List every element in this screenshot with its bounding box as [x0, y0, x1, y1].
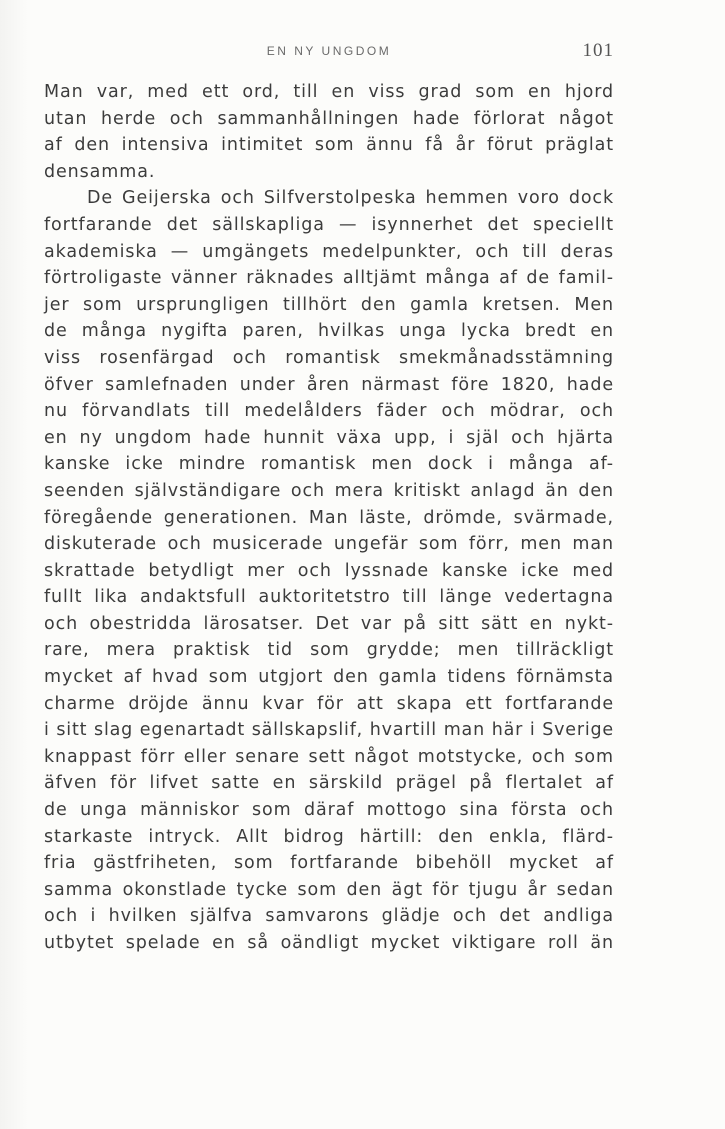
text-line: i sitt slag egenartadt sällskapslif, hvartill man här i Sverige [44, 720, 614, 741]
text-line: rare, mera praktisk tid som grydde; men tillräckligt [44, 640, 614, 661]
text-line: skrattade betydligt mer och lyssnade kanske icke med [44, 560, 614, 581]
text-line: fortfarande det sällskapliga — isynnerhet det speciellt [44, 214, 614, 235]
paragraph-start-line: De Geijerska och Silfverstolpeska hemmen voro dock [87, 188, 614, 209]
text-line: och obestridda lärosatser. Det var på sitt sätt en nykt- [44, 613, 614, 634]
text-line: och i hvilken själfva samvarons glädje och det andliga [44, 906, 614, 927]
text-line: knappast förr eller senare sett något motstycke, och som [44, 746, 614, 767]
text-line: viss rosenfärgad och romantisk smekmånadsstämning [44, 347, 614, 368]
text-line: akademiska — umgängets medelpunkter, och till deras [44, 241, 614, 262]
text-line: starkaste intryck. Allt bidrog härtill: den enkla, flärd- [44, 826, 614, 847]
text-line: Man var, med ett ord, till en viss grad som en hjord [44, 82, 614, 102]
page-gutter-shadow [0, 0, 28, 1129]
text-line: förtroligaste vänner räknades alltjämt många af de famil- [44, 268, 614, 289]
text-line: kanske icke mindre romantisk men dock i många af- [44, 454, 614, 475]
text-line: diskuterade och musicerade ungefär som förr, men man [44, 534, 614, 555]
body-text [44, 79, 614, 957]
text-line: fullt lika andaktsfull auktoritetstro till länge vedertagna [44, 587, 614, 608]
text-line: charme dröjde ännu kvar för att skapa ett fortfarande [44, 693, 614, 714]
text-line: utbytet spelade en så oändligt mycket viktigare roll än [44, 933, 614, 953]
text-line: de unga människor som däraf mottogo sina första och [44, 800, 614, 821]
text-line: samma okonstlade tycke som den ägt för tjugu år sedan [44, 879, 614, 900]
text-line: af den intensiva intimitet som ännu få år förut präglat [44, 135, 614, 156]
running-head [44, 40, 614, 64]
text-line: fria gästfriheten, som fortfarande bibehöll mycket af [44, 853, 614, 874]
text-line: föregående generationen. Man läste, drömde, svärmade, [44, 507, 614, 528]
text-line: nu förvandlats till medelålders fäder och mödrar, och [44, 401, 614, 422]
text-line: jer som ursprungligen tillhört den gamla kretsen. Men [44, 294, 614, 315]
text-line: densamma. [44, 161, 156, 182]
text-line: mycket af hvad som utgjort den gamla tidens förnämsta [44, 667, 614, 688]
text-line: de många nygifta paren, hvilkas unga lycka bredt en [44, 321, 614, 342]
page-number: 101 [582, 40, 614, 61]
text-line: utan herde och sammanhållningen hade förlorat något [44, 108, 614, 129]
running-title: EN NY UNGDOM [266, 44, 392, 58]
text-line: en ny ungdom hade hunnit växa upp, i själ och hjärta [44, 427, 614, 448]
text-line: öfver samlefnaden under åren närmast före 1820, hade [44, 374, 614, 395]
text-line: seenden självständigare och mera kritiskt anlagd än den [44, 480, 614, 501]
text-line: äfven för lifvet satte en särskild prägel på flertalet af [44, 773, 614, 794]
